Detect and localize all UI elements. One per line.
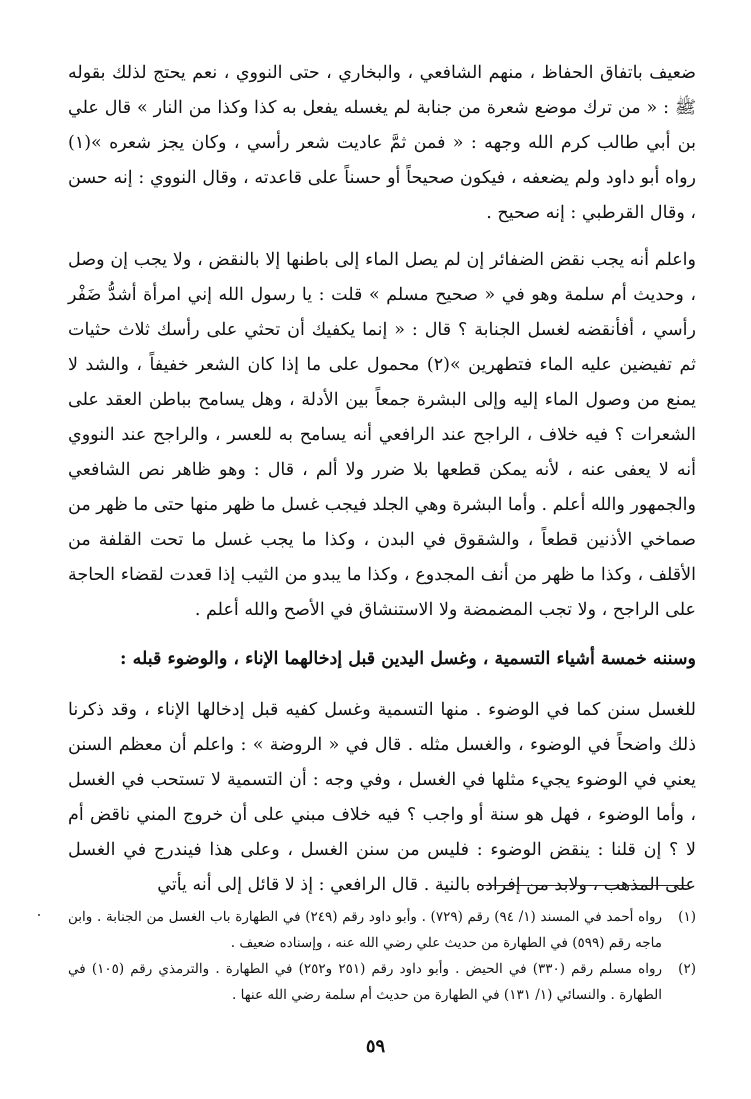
footnote-text: رواه مسلم رقم (٣٣٠) في الحيض . وأبو داود رقم (٢٥١ و٢٥٢) في الطهارة . والترمذي رقم (١٠٥) في الطهارة . والنسائي (١/ ١٣١) في الطهارة من حديث أم سلمة رضي الله عنها .: [68, 961, 663, 1003]
footnotes: [68, 904, 696, 1008]
section-heading: وسننه خمسة أشياء التسمية ، وغسل اليدين قبل إدخالهما الإناء ، والوضوء قبله :: [120, 649, 696, 669]
scan-speck: [38, 914, 40, 916]
footnote-text: رواه أحمد في المسند (١/ ٩٤) رقم (٧٢٩) . وأبو داود رقم (٢٤٩) في الطهارة باب الغسل من الجنابة . وابن ماجه رقم (٥٩٩) في الطهارة من حديث علي رضي الله عنه ، وإسناده ضعيف .: [68, 909, 662, 951]
footnote-number: (١): [678, 909, 696, 925]
paragraph-1: ضعيف باتفاق الحفاظ ، منهم الشافعي ، والبخاري ، حتى النووي ، نعم يحتج لذلك بقوله ﷺ : « من ترك موضع شعرة من جنابة لم يغسله يفعل به كذا وكذا من النار » قال علي بن أبي طالب كرم الله وجهه : « فمن ثمَّ عاديت شعر رأسي ، وكان يجز شعره »(١) رواه أبو داود ولم يضعفه ، فيكون صحيحاً أو حسناً على قاعدته ، وقال النووي : إنه حسن ، وقال القرطبي : إنه صحيح .: [68, 63, 696, 223]
footnote: [68, 956, 696, 1008]
footnote: [68, 904, 696, 956]
footnote-divider: [480, 885, 688, 886]
paragraph-2: واعلم أنه يجب نقض الضفائر إن لم يصل الماء إلى باطنها إلا بالنقض ، ولا يجب إن وصل ، وحديث أم سلمة وهو في « صحيح مسلم » قلت : يا رسول الله إني امرأة أشدُّ ضَفْر رأسي ، أفأنقضه لغسل الجنابة ؟ قال : « إنما يكفيك أن تحثي على رأسك ثلاث حثيات ثم تفيضين عليه الماء فتطهرين »(٢) محمول على ما إذا كان الشعر خفيفاً ، والشد لا يمنع من وصول الماء إليه وإلى البشرة جمعاً بين الأدلة ، وهل يسامح بباطن العقد على الشعرات ؟ فيه خلاف ، الراجح عند الرافعي أنه يسامح به للعسر ، والراجح عند النووي أنه لا يعفى عنه ، لأنه يمكن قطعها بلا ضرر ولا ألم ، قال : وهو ظاهر نص الشافعي والجمهور والله أعلم . وأما البشرة وهي الجلد فيجب غسل ما ظهر منها حتى ما ظهر من صماخي الأذنين قطعاً ، والشقوق في البدن ، وكذا ما يجب غسل ما تحت القلفة من الأقلف ، وكذا ما ظهر من أنف المجدوع ، وكذا ما يبدو من الثيب إذا قعدت لقضاء الحاجة على الراجح ، ولا تجب المضمضة ولا الاستنشاق في الأصح والله أعلم .: [68, 250, 697, 620]
page-body: [68, 56, 696, 903]
footnote-number: (٢): [678, 961, 696, 977]
page-number: ٥٩: [365, 1036, 386, 1057]
paragraph-3: للغسل سنن كما في الوضوء . منها التسمية وغسل كفيه قبل إدخالها الإناء ، وقد ذكرنا ذلك واضحاً في الوضوء ، والغسل مثله . قال في « الروضة » : واعلم أن معظم السنن يعني في الوضوء يجيء مثلها في الغسل ، وفي وجه : أن التسمية لا تستحب في الغسل ، وأما الوضوء ، فهل هو سنة أو واجب ؟ فيه خلاف مبني على أن خروج المني ناقض أم لا ؟ إن قلنا : ينقض الوضوء : فليس من سنن الغسل ، وعلى هذا فيندرج في الغسل على المذهب ، ولابد من إفراده بالنية . قال الرافعي : إذ لا قائل إلى أنه يأتي: [68, 700, 697, 895]
